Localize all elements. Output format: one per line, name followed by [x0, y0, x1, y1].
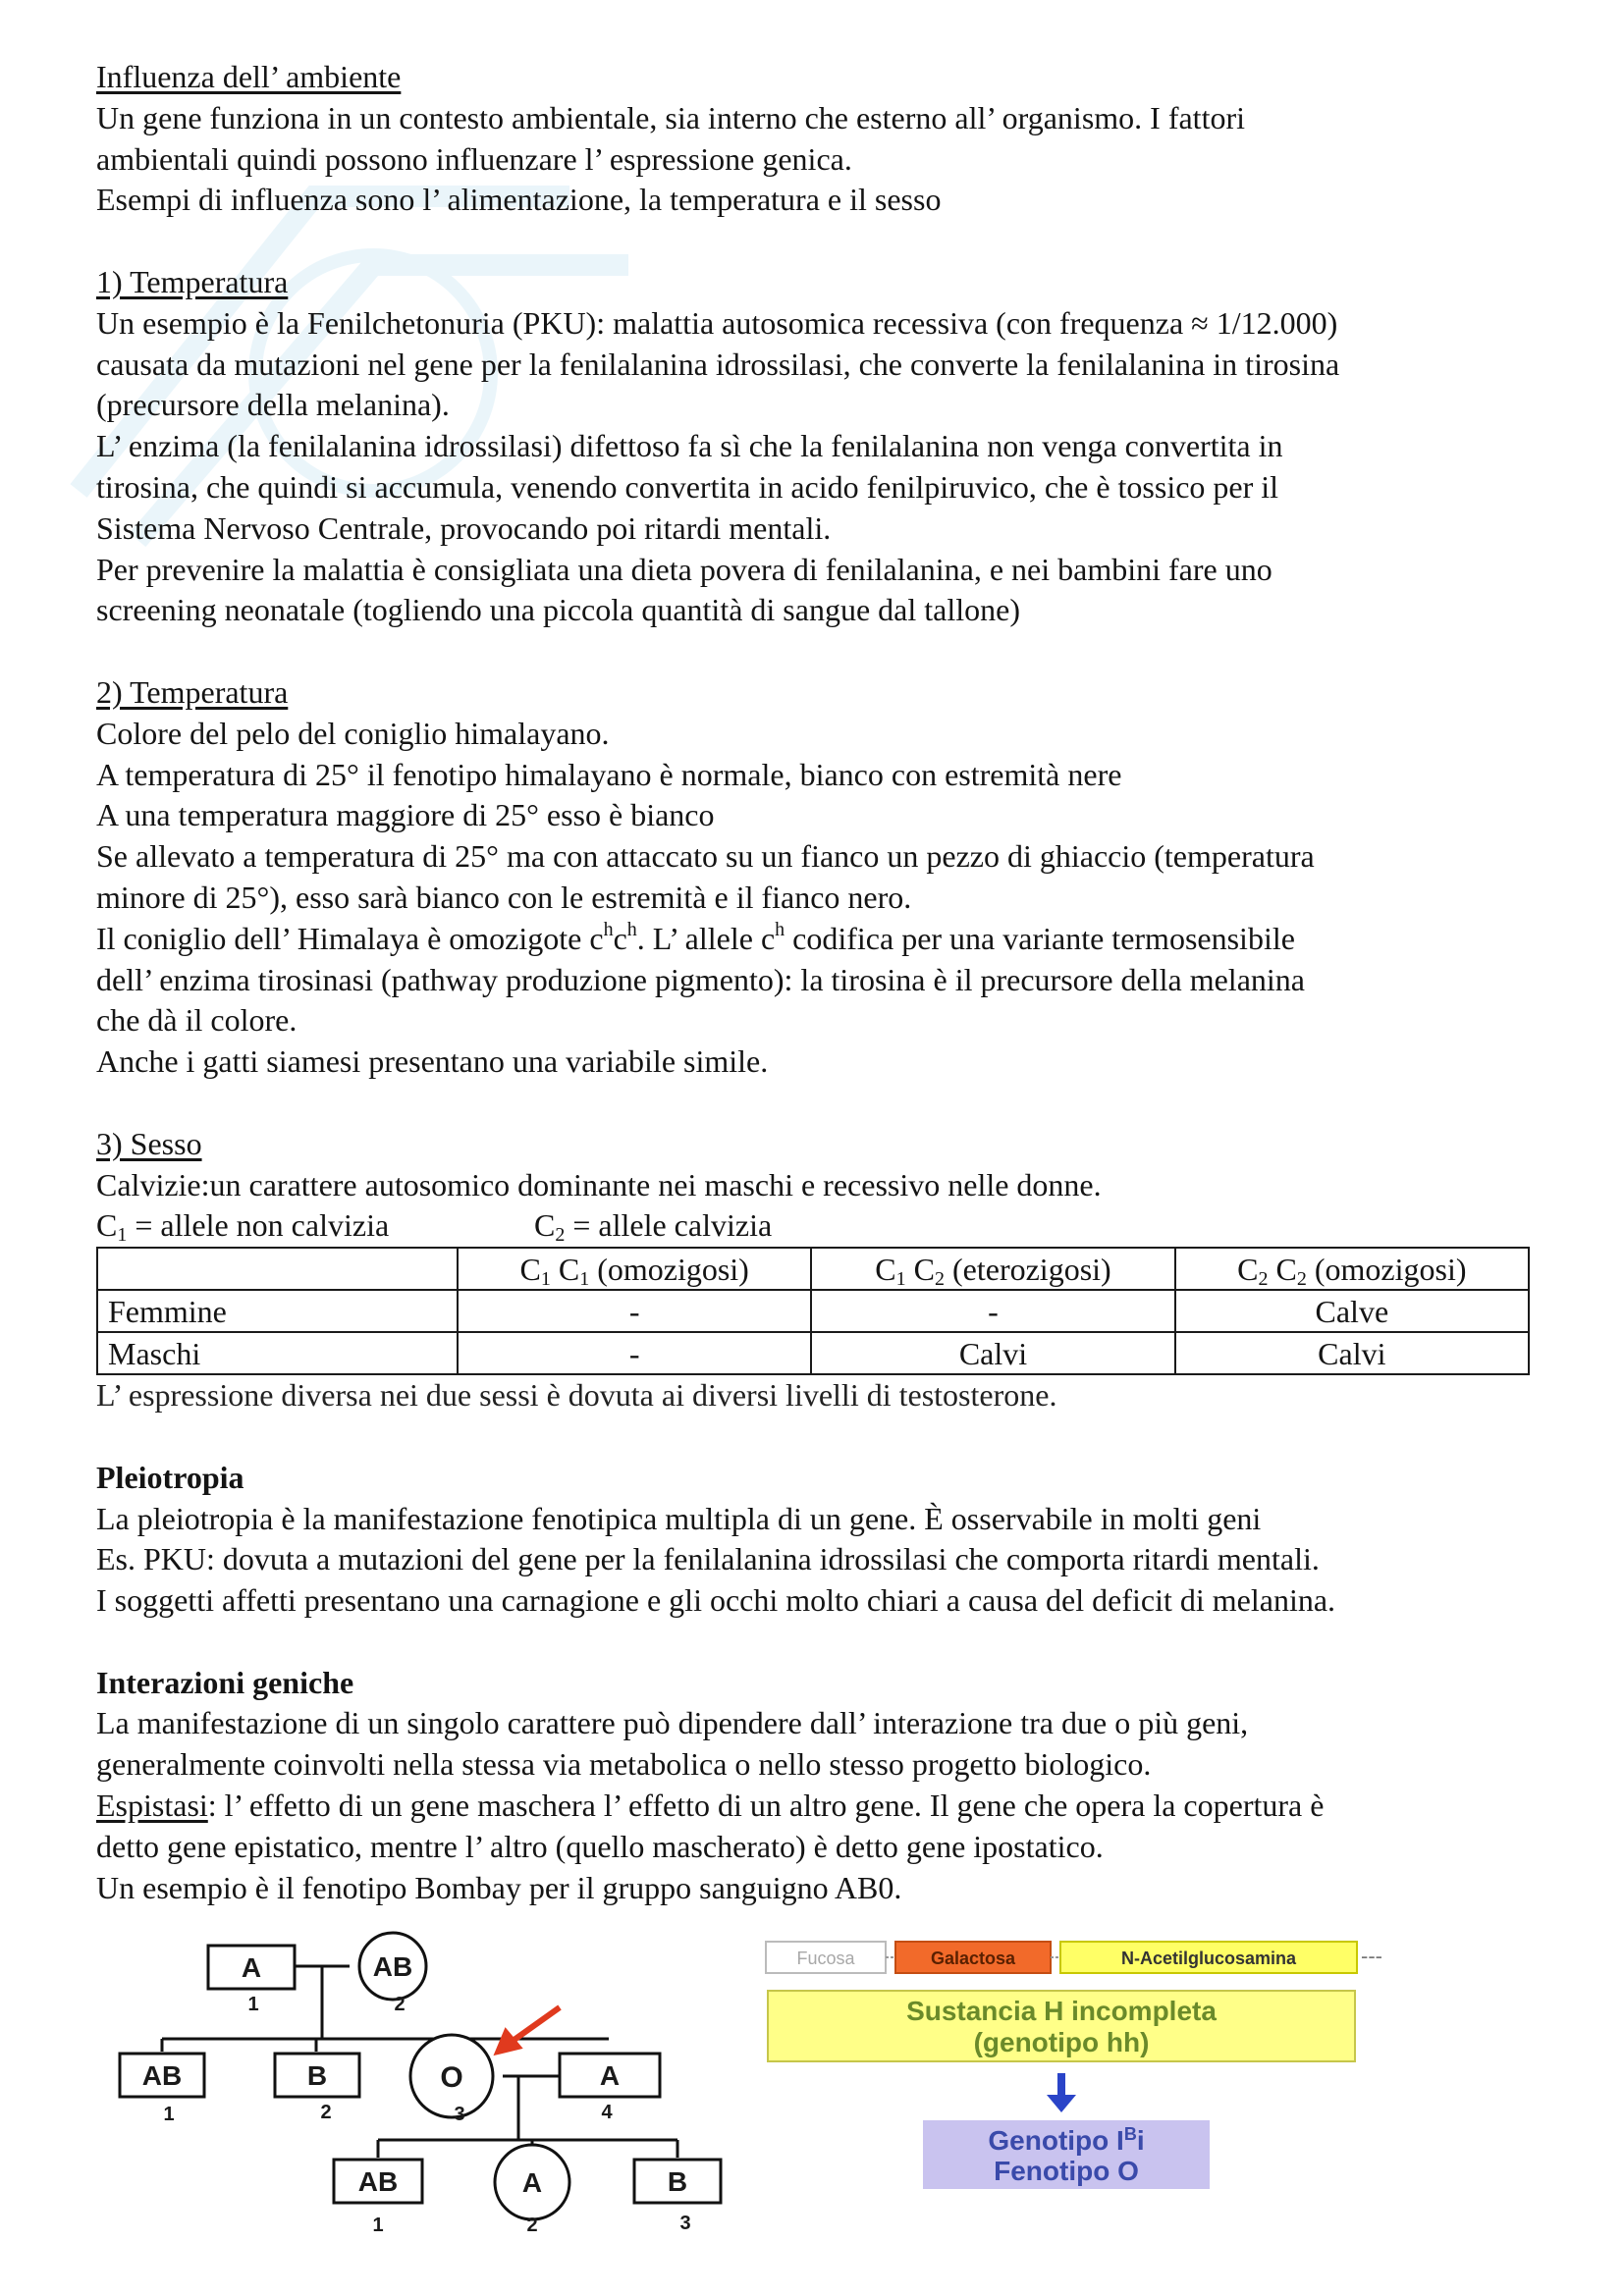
section-title-interazioni: Interazioni geniche: [96, 1664, 354, 1700]
chain-dots: ---: [1361, 1944, 1382, 1968]
section-title-temperatura-2: 2) Temperatura: [96, 673, 289, 710]
header-c2c2: $C_2$ $C_2$ (omozigosi): [1175, 1248, 1529, 1290]
document-page: [96, 57, 1530, 1908]
section-title-pleiotropia: Pleiotropia: [96, 1459, 244, 1495]
header-c1c2: $C_1$ $C_2$ (eterozigosi): [811, 1248, 1174, 1290]
paragraph-line: Calvizie:un carattere autosomico dominante nei maschi e recessivo nelle donne.: [96, 1166, 1102, 1202]
pedigree-number: 4: [601, 2102, 613, 2123]
table-row: Femmine - - Calve: [97, 1290, 1529, 1332]
genotype-text: Genotipo $I^Bi$: [988, 2124, 1145, 2156]
paragraph-line: Un esempio è il fenotipo Bombay per il gruppo sanguigno AB0.: [96, 1869, 902, 1905]
pedigree-label: O: [440, 2061, 463, 2094]
baldness-table: [96, 1247, 1530, 1375]
paragraph-line: Un gene funziona in un contesto ambientale, sia interno che esterno all’ organismo. I fattori: [96, 99, 1245, 135]
galactosa-label: Galactosa: [930, 1949, 1016, 1968]
table-row: Maschi - Calvi Calvi: [97, 1332, 1529, 1374]
paragraph-line: L’ espressione diversa nei due sessi è dovuta ai diversi livelli di testosterone.: [96, 1377, 1057, 1414]
pedigree-number: 3: [679, 2213, 691, 2234]
pedigree-number: 1: [372, 2215, 384, 2236]
paragraph-line: Esempi di influenza sono l’ alimentazione, la temperatura e il sesso: [96, 182, 942, 218]
pedigree-number: 2: [526, 2215, 538, 2236]
paragraph-line: Es. PKU: dovuta a mutazioni del gene per la fenilalanina idrossilasi che comporta ritardi mentali.: [96, 1541, 1320, 1577]
paragraph-line: I soggetti affetti presentano una carnagione e gli occhi molto chiari a causa del deficit di melanina.: [96, 1582, 1336, 1619]
phenotype-text: Fenotipo O: [994, 2156, 1139, 2186]
paragraph-line: ambientali quindi possono influenzare l’ espressione genica.: [96, 140, 852, 177]
paragraph-line: L’ enzima (la fenilalanina idrossilasi) difettoso fa sì che la fenilalanina non venga convertita in: [96, 428, 1283, 464]
paragraph-line-genotype: Il coniglio dell’ Himalaya è omozigote $c^hc^h$. L’ allele $c^h$ codifica per una variante termosensibile: [96, 918, 1295, 956]
pedigree-number: 1: [247, 1994, 259, 2015]
paragraph-line: Per prevenire la malattia è consigliata una dieta povera di fenilalanina, e nei bambini fare uno: [96, 551, 1272, 587]
allele-definitions: $C_1$ = allele non calvizia $C_2$ = allele calvizia: [96, 1207, 773, 1247]
down-arrow-head: [1047, 2095, 1076, 2112]
paragraph-line: Anche i gatti siamesi presentano una variabile simile.: [96, 1043, 769, 1080]
pedigree-label: AB: [141, 2060, 183, 2091]
section-title-temperatura-1: 1) Temperatura: [96, 263, 289, 299]
paragraph-line: A una temperatura maggiore di 25° esso è bianco: [96, 797, 715, 833]
pedigree-number: 1: [163, 2104, 175, 2125]
paragraph-line: (precursore della melanina).: [96, 387, 450, 423]
paragraph-line: La pleiotropia è la manifestazione fenotipica multipla di un gene. È osservabile in molti geni: [96, 1500, 1262, 1536]
pedigree-number: 3: [454, 2104, 465, 2125]
header-c1c1: $C_1$ $C_1$ (omozigosi): [458, 1248, 811, 1290]
paragraph-line-epistasi: Espistasi: l’ effetto di un gene maschera l’ effetto di un altro gene. Il gene che opera la copertura è: [96, 1788, 1325, 1824]
pedigree-label: A: [241, 1952, 262, 1983]
pedigree-number: 2: [320, 2102, 332, 2123]
fucosa-label: Fucosa: [796, 1949, 855, 1968]
pedigree-label: B: [667, 2166, 688, 2197]
pedigree-label: A: [521, 2167, 543, 2198]
paragraph-line: La manifestazione di un singolo carattere può dipendere dall’ interazione tra due o più geni,: [96, 1705, 1249, 1741]
paragraph-line: tirosina, che quindi si accumula, venendo convertita in acido fenilpiruvico, che è tossico per il: [96, 468, 1279, 505]
paragraph-line: che dà il colore.: [96, 1002, 298, 1039]
section-title-sesso: 3) Sesso: [96, 1125, 202, 1161]
pedigree-label: AB: [357, 2166, 399, 2197]
substance-line1: Sustancia H incompleta: [906, 1996, 1217, 2026]
paragraph-line: Colore del pelo del coniglio himalayano.: [96, 715, 610, 751]
pedigree-label: B: [306, 2060, 328, 2091]
paragraph-line: generalmente coinvolti nella stessa via metabolica o nello stesso progetto biologico.: [96, 1746, 1152, 1783]
paragraph-line: Se allevato a temperatura di 25° ma con attaccato su un fianco un pezzo di ghiaccio (temperatura: [96, 838, 1315, 875]
paragraph-line: Un esempio è la Fenilchetonuria (PKU): malattia autosomica recessiva (con frequenza ≈ 1/12.000): [96, 304, 1338, 341]
acetilglucosamina-label: N-Acetilglucosamina: [1120, 1949, 1297, 1968]
paragraph-line: detto gene epistatico, mentre l’ altro (quello mascherato) è detto gene ipostatico.: [96, 1828, 1104, 1864]
paragraph-line: A temperatura di 25° il fenotipo himalayano è normale, bianco con estremità nere: [96, 756, 1122, 792]
section-title-ambiente: Influenza dell’ ambiente: [96, 59, 402, 94]
pedigree-label: A: [599, 2060, 621, 2091]
paragraph-line: Sistema Nervoso Centrale, provocando poi ritardi mentali.: [96, 509, 832, 546]
paragraph-line: minore di 25°), esso sarà bianco con le estremità e il fianco nero.: [96, 879, 912, 915]
pedigree-label: AB: [372, 1951, 413, 1982]
bombay-diagram: [766, 1942, 1382, 2189]
figures: [0, 1929, 1624, 2253]
paragraph-line: dell’ enzima tirosinasi (pathway produzione pigmento): la tirosina è il precursore della melanina: [96, 961, 1305, 997]
paragraph-line: causata da mutazioni nel gene per la fenilalanina idrossilasi, che converte la fenilalanina in tirosina: [96, 346, 1340, 382]
paragraph-line: screening neonatale (togliendo una piccola quantità di sangue dal tallone): [96, 592, 1020, 628]
pedigree-chart: [120, 1933, 721, 2219]
pedigree-number: 2: [394, 1994, 406, 2015]
substance-line2: (genotipo hh): [973, 2027, 1150, 2057]
table-header-row: [97, 1248, 1529, 1290]
